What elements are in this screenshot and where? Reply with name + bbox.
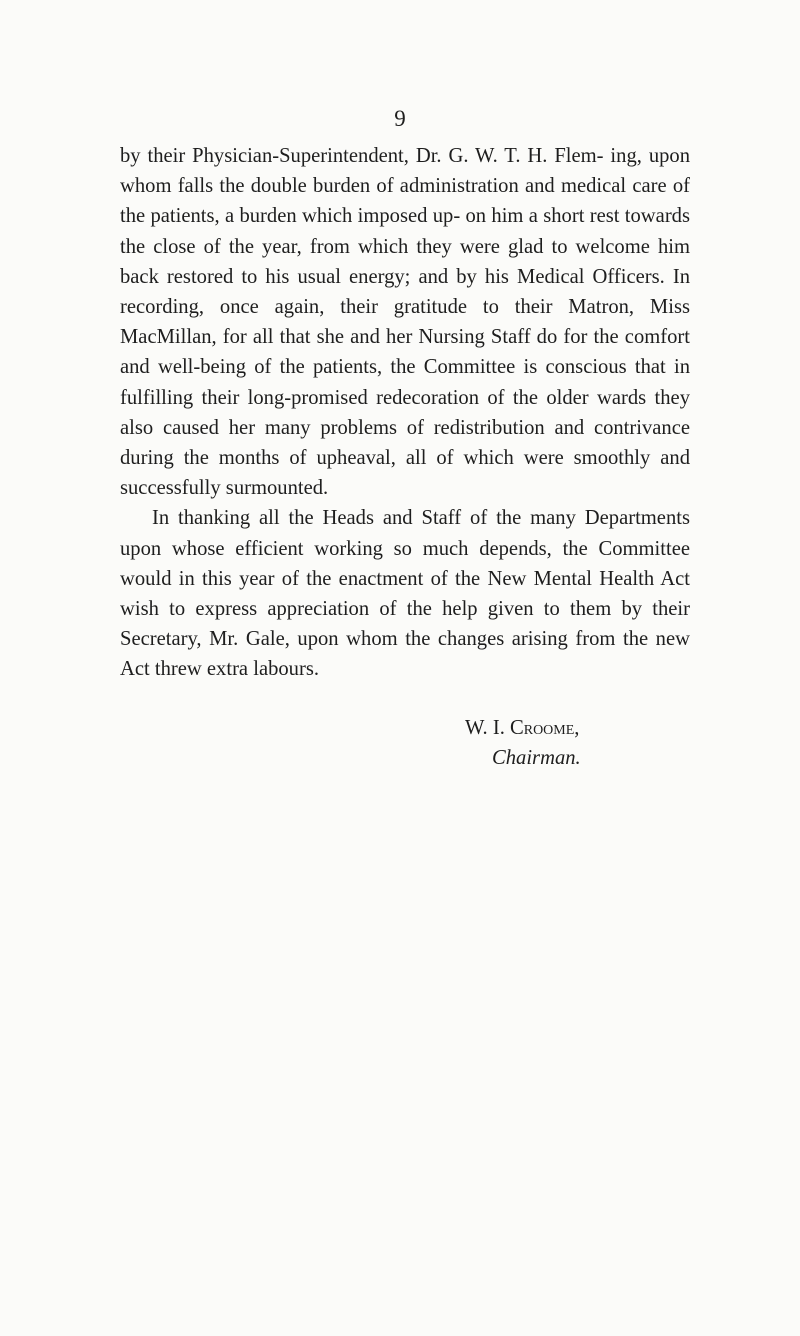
page-number: 9 — [394, 106, 406, 131]
signatory-title: Chairman. — [492, 747, 581, 770]
signature-block — [120, 713, 690, 773]
paragraph-1: by their Physician-Superintendent, Dr. G. W. T. H. Flem- ing, upon whom falls the double burden of administration and medical care of the patients, a burden which imposed up- on him a short rest towards the close of the year, from which they were glad to welcome him back restored to his usual energy; and by his Medical Officers. In recording, once again, their gratitude to their Matron, Miss MacMillan, for all that she and her Nursing Staff do for the comfort and well-being of the patients, the Committee is conscious that in fulfilling their long-promised redecoration of the older wards they also caused her many problems of redistribution and contrivance during the months of upheaval, all of which were smoothly and successfully surmounted. — [120, 145, 690, 500]
body-text — [120, 141, 690, 685]
signatory-name: W. I. Croome, — [465, 717, 580, 739]
paragraph-2: In thanking all the Heads and Staff of the many Departments upon whose efficient working so much depends, the Committee would in this year of the enactment of the New Mental Health Act wish to express appreciation of the help given to them by their Secretary, Mr. Gale, upon whom the changes arising from the new Act threw extra labours. — [120, 507, 690, 681]
